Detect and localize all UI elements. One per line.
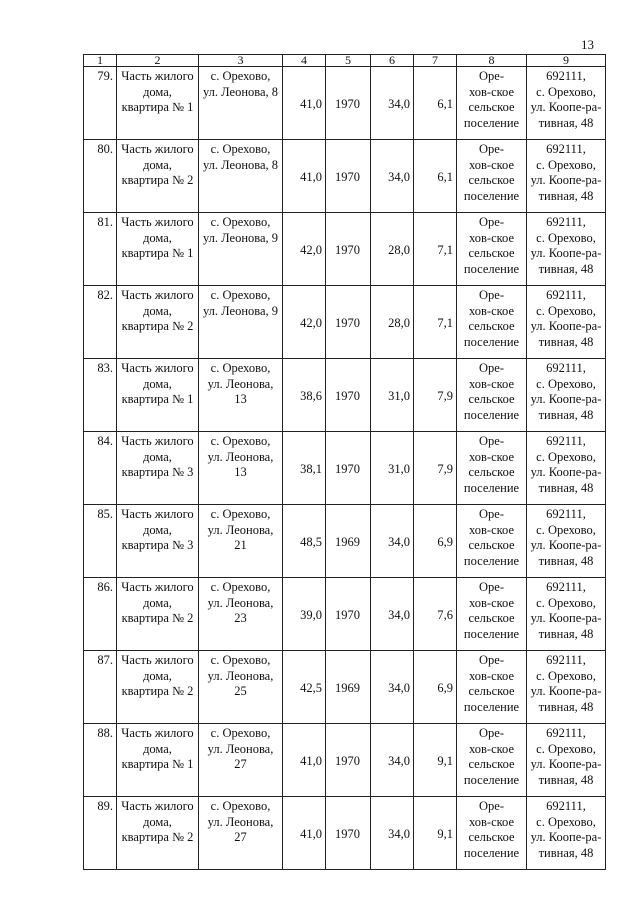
year-cell: 1970 <box>326 213 371 286</box>
object-address-cell <box>199 797 283 870</box>
row-number-cell: 84. <box>84 432 117 505</box>
header-col-7: 7 <box>414 55 457 67</box>
owner-address-line: с. Орехово, <box>536 157 596 172</box>
owner-cell <box>457 578 527 651</box>
row-number-cell: 79. <box>84 67 117 140</box>
object-name-cell <box>117 213 199 286</box>
area-cell: 41,0 <box>283 797 326 870</box>
owner-address-line: тивная, 48 <box>538 480 594 495</box>
header-col-8: 8 <box>457 55 527 67</box>
year-cell: 1969 <box>326 651 371 724</box>
object-address-line: с. Орехово, <box>210 726 271 740</box>
year-cell: 1970 <box>326 578 371 651</box>
owner-line: хов-ское <box>468 449 515 464</box>
owner-line: поселение <box>463 188 520 203</box>
property-table <box>83 54 606 870</box>
object-address-cell <box>199 651 283 724</box>
owner-address-line: с. Орехово, <box>536 595 596 610</box>
owner-address-line: с. Орехово, <box>536 303 596 318</box>
row-number-cell: 88. <box>84 724 117 797</box>
object-address-line: с. Орехово, <box>210 653 271 667</box>
owner-address-line: с. Орехово, <box>536 84 596 99</box>
object-name-line: Часть жилого <box>121 507 194 521</box>
object-address-cell <box>199 505 283 578</box>
row-number-cell: 82. <box>84 286 117 359</box>
table-row <box>84 724 606 797</box>
object-address-line: с. Орехово, <box>210 361 271 375</box>
owner-cell <box>457 797 527 870</box>
wear-cell: 34,0 <box>371 797 414 870</box>
area-cell: 38,1 <box>283 432 326 505</box>
table-row <box>84 140 606 213</box>
header-col-6: 6 <box>371 55 414 67</box>
object-name-cell <box>117 286 199 359</box>
object-name-line: квартира № 2 <box>121 319 194 333</box>
area-cell: 42,0 <box>283 286 326 359</box>
header-col-4: 4 <box>283 55 326 67</box>
owner-address-cell <box>527 651 606 724</box>
year-cell: 1970 <box>326 797 371 870</box>
header-col-5: 5 <box>326 55 371 67</box>
owner-cell <box>457 67 527 140</box>
col7-cell: 7,6 <box>414 578 457 651</box>
object-name-line: квартира № 1 <box>121 100 194 114</box>
owner-line: поселение <box>463 699 520 714</box>
row-number-cell: 80. <box>84 140 117 213</box>
object-name-line: дома, <box>143 157 172 172</box>
object-address-line: ул. Леонова, <box>207 595 274 610</box>
page-number: 13 <box>581 37 594 52</box>
object-name-line: дома, <box>143 230 172 245</box>
owner-address-cell <box>527 724 606 797</box>
object-name-line: дома, <box>143 522 172 537</box>
owner-line: хов-ское <box>468 814 515 829</box>
owner-line: сельское <box>468 100 515 114</box>
object-address-cell <box>199 286 283 359</box>
owner-address-line: с. Орехово, <box>536 376 596 391</box>
area-cell: 42,5 <box>283 651 326 724</box>
owner-cell <box>457 213 527 286</box>
object-address-line: с. Орехово, <box>210 288 271 302</box>
owner-address-line: ул. Коопе-ра- <box>530 465 602 479</box>
col7-cell: 6,9 <box>414 505 457 578</box>
object-name-line: дома, <box>143 741 172 756</box>
object-name-cell <box>117 724 199 797</box>
col7-cell: 6,1 <box>414 67 457 140</box>
object-name-line: Часть жилого <box>121 580 194 594</box>
object-name-line: Часть жилого <box>121 653 194 667</box>
object-name-line: Часть жилого <box>121 726 194 740</box>
owner-line: сельское <box>468 538 515 552</box>
owner-cell <box>457 286 527 359</box>
object-address-line: ул. Леонова, 8 <box>202 157 279 172</box>
owner-address-line: 692111, <box>546 507 586 521</box>
owner-line: сельское <box>468 684 515 698</box>
object-name-cell <box>117 432 199 505</box>
owner-cell <box>457 140 527 213</box>
owner-line: хов-ское <box>468 157 515 172</box>
col7-cell: 7,1 <box>414 213 457 286</box>
owner-line: поселение <box>463 772 520 787</box>
owner-address-line: 692111, <box>546 69 586 83</box>
owner-line: сельское <box>468 173 515 187</box>
owner-line: хов-ское <box>468 84 515 99</box>
object-name-line: дома, <box>143 814 172 829</box>
owner-address-line: ул. Коопе-ра- <box>530 611 602 625</box>
area-cell: 42,0 <box>283 213 326 286</box>
object-address-line: ул. Леонова, <box>207 449 274 464</box>
owner-address-line: тивная, 48 <box>538 626 594 641</box>
object-name-line: квартира № 3 <box>121 538 194 552</box>
object-name-line: дома, <box>143 668 172 683</box>
object-address-line: 13 <box>234 465 247 479</box>
object-name-line: Часть жилого <box>121 434 194 448</box>
wear-cell: 31,0 <box>371 359 414 432</box>
col7-cell: 6,1 <box>414 140 457 213</box>
owner-line: Оре- <box>479 653 504 667</box>
wear-cell: 28,0 <box>371 286 414 359</box>
owner-address-cell <box>527 505 606 578</box>
owner-address-line: тивная, 48 <box>538 261 594 276</box>
owner-line: поселение <box>463 261 520 276</box>
owner-line: поселение <box>463 407 520 422</box>
owner-cell <box>457 505 527 578</box>
object-name-line: квартира № 1 <box>121 757 194 771</box>
owner-address-line: тивная, 48 <box>538 553 594 568</box>
object-address-line: 21 <box>234 538 247 552</box>
object-address-line: ул. Леонова, 9 <box>202 303 279 318</box>
owner-address-line: ул. Коопе-ра- <box>530 757 602 771</box>
object-address-cell <box>199 578 283 651</box>
owner-address-line: тивная, 48 <box>538 699 594 714</box>
wear-cell: 34,0 <box>371 505 414 578</box>
owner-address-line: тивная, 48 <box>538 334 594 349</box>
owner-line: Оре- <box>479 142 504 156</box>
owner-address-cell <box>527 213 606 286</box>
wear-cell: 34,0 <box>371 67 414 140</box>
object-address-line: ул. Леонова, <box>207 741 274 756</box>
object-address-line: с. Орехово, <box>210 142 271 156</box>
object-name-line: квартира № 2 <box>121 830 194 844</box>
owner-address-line: 692111, <box>546 726 586 740</box>
owner-line: поселение <box>463 845 520 860</box>
object-name-cell <box>117 797 199 870</box>
col7-cell: 7,9 <box>414 359 457 432</box>
year-cell: 1969 <box>326 505 371 578</box>
table-body <box>84 67 606 870</box>
col7-cell: 9,1 <box>414 797 457 870</box>
owner-address-line: тивная, 48 <box>538 845 594 860</box>
owner-address-line: ул. Коопе-ра- <box>530 684 602 698</box>
owner-address-line: 692111, <box>546 653 586 667</box>
owner-address-line: ул. Коопе-ра- <box>530 246 602 260</box>
owner-line: поселение <box>463 334 520 349</box>
owner-line: поселение <box>463 115 520 130</box>
object-name-line: Часть жилого <box>121 361 194 375</box>
owner-address-line: с. Орехово, <box>536 449 596 464</box>
header-col-2: 2 <box>117 55 199 67</box>
owner-line: поселение <box>463 553 520 568</box>
owner-address-cell <box>527 67 606 140</box>
owner-line: сельское <box>468 830 515 844</box>
owner-address-line: с. Орехово, <box>536 814 596 829</box>
year-cell: 1970 <box>326 724 371 797</box>
table-row <box>84 359 606 432</box>
object-name-cell <box>117 651 199 724</box>
object-name-line: Часть жилого <box>121 215 194 229</box>
object-address-line: ул. Леонова, <box>207 668 274 683</box>
owner-cell <box>457 724 527 797</box>
year-cell: 1970 <box>326 67 371 140</box>
owner-line: сельское <box>468 757 515 771</box>
table-row <box>84 651 606 724</box>
object-name-line: квартира № 1 <box>121 246 194 260</box>
owner-address-line: с. Орехово, <box>536 522 596 537</box>
owner-line: хов-ское <box>468 668 515 683</box>
owner-line: Оре- <box>479 580 504 594</box>
table-row <box>84 505 606 578</box>
object-address-cell <box>199 724 283 797</box>
header-col-1: 1 <box>84 55 117 67</box>
object-name-line: квартира № 1 <box>121 392 194 406</box>
owner-address-line: с. Орехово, <box>536 741 596 756</box>
object-address-line: с. Орехово, <box>210 580 271 594</box>
owner-address-cell <box>527 140 606 213</box>
object-address-line: 27 <box>234 830 247 844</box>
object-address-line: с. Орехово, <box>210 507 271 521</box>
col7-cell: 7,9 <box>414 432 457 505</box>
owner-address-line: ул. Коопе-ра- <box>530 392 602 406</box>
owner-line: Оре- <box>479 726 504 740</box>
object-name-line: дома, <box>143 449 172 464</box>
owner-address-cell <box>527 797 606 870</box>
owner-address-line: тивная, 48 <box>538 188 594 203</box>
object-name-line: Часть жилого <box>121 142 194 156</box>
owner-address-line: ул. Коопе-ра- <box>530 100 602 114</box>
object-name-line: дома, <box>143 595 172 610</box>
table-row <box>84 432 606 505</box>
object-name-cell <box>117 67 199 140</box>
owner-line: сельское <box>468 611 515 625</box>
owner-address-line: 692111, <box>546 361 586 375</box>
owner-address-line: тивная, 48 <box>538 407 594 422</box>
object-name-line: квартира № 2 <box>121 611 194 625</box>
table-row <box>84 286 606 359</box>
object-name-line: квартира № 3 <box>121 465 194 479</box>
owner-address-cell <box>527 432 606 505</box>
object-address-cell <box>199 213 283 286</box>
wear-cell: 34,0 <box>371 578 414 651</box>
object-name-line: дома, <box>143 303 172 318</box>
area-cell: 41,0 <box>283 724 326 797</box>
object-address-line: с. Орехово, <box>210 434 271 448</box>
table-row <box>84 797 606 870</box>
object-name-line: дома, <box>143 84 172 99</box>
object-name-line: квартира № 2 <box>121 173 194 187</box>
header-col-9: 9 <box>527 55 606 67</box>
wear-cell: 34,0 <box>371 651 414 724</box>
object-address-cell <box>199 359 283 432</box>
owner-address-line: ул. Коопе-ра- <box>530 538 602 552</box>
header-col-3: 3 <box>199 55 283 67</box>
owner-address-line: тивная, 48 <box>538 115 594 130</box>
owner-cell <box>457 432 527 505</box>
object-name-cell <box>117 578 199 651</box>
owner-line: Оре- <box>479 288 504 302</box>
owner-address-line: ул. Коопе-ра- <box>530 830 602 844</box>
row-number-cell: 86. <box>84 578 117 651</box>
wear-cell: 28,0 <box>371 213 414 286</box>
object-address-cell <box>199 432 283 505</box>
owner-line: Оре- <box>479 215 504 229</box>
object-name-cell <box>117 140 199 213</box>
year-cell: 1970 <box>326 359 371 432</box>
wear-cell: 34,0 <box>371 724 414 797</box>
owner-address-line: с. Орехово, <box>536 668 596 683</box>
year-cell: 1970 <box>326 432 371 505</box>
row-number-cell: 87. <box>84 651 117 724</box>
year-cell: 1970 <box>326 140 371 213</box>
owner-line: Оре- <box>479 507 504 521</box>
owner-address-cell <box>527 359 606 432</box>
owner-cell <box>457 359 527 432</box>
row-number-cell: 85. <box>84 505 117 578</box>
row-number-cell: 89. <box>84 797 117 870</box>
object-address-cell <box>199 67 283 140</box>
owner-line: хов-ское <box>468 522 515 537</box>
wear-cell: 31,0 <box>371 432 414 505</box>
owner-line: хов-ское <box>468 303 515 318</box>
object-name-line: дома, <box>143 376 172 391</box>
object-address-line: 13 <box>234 392 247 406</box>
object-name-cell <box>117 359 199 432</box>
area-cell: 38,6 <box>283 359 326 432</box>
object-name-line: Часть жилого <box>121 69 194 83</box>
object-address-line: ул. Леонова, <box>207 376 274 391</box>
table-header-row <box>84 55 606 67</box>
object-name-line: квартира № 2 <box>121 684 194 698</box>
owner-line: хов-ское <box>468 230 515 245</box>
owner-line: Оре- <box>479 434 504 448</box>
owner-address-line: 692111, <box>546 434 586 448</box>
object-address-line: 25 <box>234 684 247 698</box>
object-address-line: с. Орехово, <box>210 69 271 83</box>
owner-line: поселение <box>463 626 520 641</box>
object-address-line: 27 <box>234 757 247 771</box>
owner-line: Оре- <box>479 799 504 813</box>
owner-address-line: 692111, <box>546 142 586 156</box>
object-address-line: ул. Леонова, 9 <box>202 230 279 245</box>
owner-address-line: 692111, <box>546 288 586 302</box>
owner-address-line: ул. Коопе-ра- <box>530 173 602 187</box>
owner-line: хов-ское <box>468 741 515 756</box>
owner-address-cell <box>527 286 606 359</box>
owner-line: сельское <box>468 246 515 260</box>
wear-cell: 34,0 <box>371 140 414 213</box>
owner-line: сельское <box>468 465 515 479</box>
owner-address-cell <box>527 578 606 651</box>
object-name-line: Часть жилого <box>121 799 194 813</box>
col7-cell: 9,1 <box>414 724 457 797</box>
owner-line: Оре- <box>479 69 504 83</box>
area-cell: 41,0 <box>283 140 326 213</box>
object-address-line: с. Орехово, <box>210 215 271 229</box>
table-row <box>84 213 606 286</box>
object-name-line: Часть жилого <box>121 288 194 302</box>
object-name-cell <box>117 505 199 578</box>
owner-line: хов-ское <box>468 595 515 610</box>
row-number-cell: 81. <box>84 213 117 286</box>
area-cell: 48,5 <box>283 505 326 578</box>
table-row <box>84 578 606 651</box>
owner-line: Оре- <box>479 361 504 375</box>
owner-address-line: ул. Коопе-ра- <box>530 319 602 333</box>
year-cell: 1970 <box>326 286 371 359</box>
owner-address-line: 692111, <box>546 799 586 813</box>
owner-line: сельское <box>468 319 515 333</box>
col7-cell: 6,9 <box>414 651 457 724</box>
owner-line: сельское <box>468 392 515 406</box>
owner-address-line: 692111, <box>546 215 586 229</box>
owner-address-line: тивная, 48 <box>538 772 594 787</box>
owner-line: хов-ское <box>468 376 515 391</box>
object-address-cell <box>199 140 283 213</box>
col7-cell: 7,1 <box>414 286 457 359</box>
owner-address-line: 692111, <box>546 580 586 594</box>
area-cell: 41,0 <box>283 67 326 140</box>
owner-address-line: с. Орехово, <box>536 230 596 245</box>
object-address-line: ул. Леонова, <box>207 814 274 829</box>
object-address-line: с. Орехово, <box>210 799 271 813</box>
area-cell: 39,0 <box>283 578 326 651</box>
object-address-line: ул. Леонова, <box>207 522 274 537</box>
table-row <box>84 67 606 140</box>
owner-cell <box>457 651 527 724</box>
object-address-line: 23 <box>234 611 247 625</box>
object-address-line: ул. Леонова, 8 <box>202 84 279 99</box>
owner-line: поселение <box>463 480 520 495</box>
row-number-cell: 83. <box>84 359 117 432</box>
